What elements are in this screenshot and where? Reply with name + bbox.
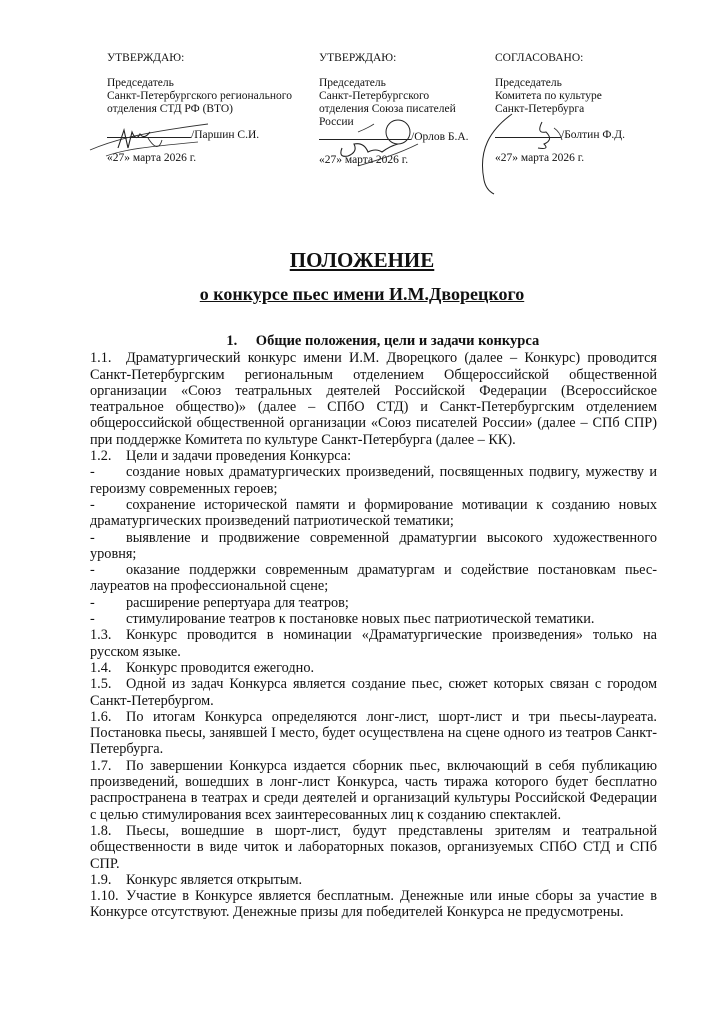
approval-line: Санкт-Петербургского регионального (107, 90, 292, 102)
approval-line: Председатель (319, 77, 386, 89)
approval-date: «27» марта 2026 г. (319, 154, 409, 166)
bullet-item (90, 530, 657, 563)
signer-name: /Орлов Б.А. (411, 131, 469, 143)
paragraph-number: 1.5. (90, 676, 112, 693)
approval-block-spr (319, 52, 469, 167)
paragraph-number: 1.9. (90, 871, 112, 888)
approval-line: отделения СТД РФ (ВТО) (107, 103, 233, 115)
paragraph-number: 1.2. (90, 448, 112, 465)
paragraph-text: По итогам Конкурса определяются лонг-лист, шорт-лист и три пьесы-лауреата. Постановка пьесы, занявшей I место, будет осуществлена на сцене одного из театров Санкт-Петербурга. (90, 708, 657, 758)
paragraph-text: По завершении Конкурса издается сборник пьес, включающий в себя публикацию произведений, вошедших в лонг-лист Конкурса, часть тиража которого будет бесплатно распространена в театрах и среди деятелей и организаций культуры Российской Федерации с целью стимулирования всех заинтересованных лиц к созданию спектаклей. (90, 757, 657, 823)
signer-name: /Паршин С.И. (191, 129, 260, 141)
paragraph-number: 1.3. (90, 627, 112, 644)
approval-line: Санкт-Петербурга (495, 103, 585, 115)
bullet-dash: - (90, 611, 95, 628)
paragraph-number: 1.8. (90, 822, 112, 839)
bullet-item (90, 611, 657, 627)
paragraph-1-9 (90, 872, 657, 888)
signature-blank (495, 126, 561, 138)
paragraph-1-1 (90, 350, 657, 448)
paragraph-1-2 (90, 448, 657, 464)
approval-heading: УТВЕРЖДАЮ: (319, 52, 397, 64)
paragraph-text: Драматургический конкурс имени И.М. Дворецкого (далее – Конкурс) проводится Санкт-Петербургским региональным отделением Общероссийской общественной организации «Союз театральных деятелей Российской Федерации (Всероссийское театральное общество)» (далее – СПбО СТД) и Санкт-Петербургским отделением общероссийской общественной организации «Союз писателей России» (далее – СПб СПР) при поддержке Комитета по культуре Санкт-Петербурга (далее – КК). (90, 350, 657, 448)
paragraph-text: Одной из задач Конкурса является создание пьес, сюжет которых связан с городом Санкт-Петербургом. (90, 676, 657, 709)
paragraph-text: Пьесы, вошедшие в шорт-лист, будут представлены зрителям и театральной общественности в виде читок и лабораторных показов, организуемых СПбО СТД и СПб СПР. (90, 822, 657, 872)
bullet-text: сохранение исторической памяти и формирование мотивации к созданию новых драматургических произведений патриотической тематики; (90, 496, 657, 530)
approval-date: «27» марта 2026 г. (107, 152, 197, 164)
bullet-text: создание новых драматургических произведений, посвященных подвигу, мужеству и героизму современных героев; (90, 464, 657, 497)
approval-heading: СОГЛАСОВАНО: (495, 52, 584, 64)
paragraph-number: 1.6. (90, 708, 112, 725)
paragraph-1-3 (90, 627, 657, 660)
paragraph-text: Конкурс проводится ежегодно. (126, 659, 315, 676)
document-body (90, 333, 657, 921)
paragraph-1-6 (90, 709, 657, 758)
paragraph-number: 1.10. (90, 888, 119, 905)
bullet-item (90, 497, 657, 530)
document-title: ПОЛОЖЕНИЕ (289, 248, 435, 272)
paragraph-text: Конкурс проводится в номинации «Драматургические произведения» только на русском языке. (90, 627, 657, 660)
paragraph-text: Конкурс является открытым. (126, 871, 303, 888)
bullet-text: расширение репертуара для театров; (126, 594, 349, 611)
approval-line: Комитета по культуре (495, 90, 602, 102)
paragraph-1-7 (90, 758, 657, 823)
bullet-dash: - (90, 529, 95, 546)
bullet-item (90, 562, 657, 595)
bullet-item (90, 595, 657, 611)
signature-blank (107, 126, 191, 138)
signature-line (107, 126, 292, 142)
section-title: Общие положения, цели и задачи конкурса (255, 333, 540, 349)
bullet-dash: - (90, 464, 95, 481)
bullet-text: выявление и продвижение современной драматургии высокого художественного уровня; (90, 529, 657, 562)
signature-line (319, 128, 469, 144)
approval-block-kk (495, 52, 625, 165)
approval-block-std (107, 52, 292, 165)
bullet-dash: - (90, 496, 95, 513)
paragraph-1-4 (90, 660, 657, 676)
paragraph-text: Участие в Конкурсе является бесплатным. Денежные или иные сборы за участие в Конкурсе отсутствуют. Денежные призы для победителей Конкурса не предусмотрены. (90, 888, 657, 921)
approval-heading: УТВЕРЖДАЮ: (107, 52, 185, 64)
approval-line: России (319, 116, 354, 128)
approval-line: Председатель (495, 77, 562, 89)
paragraph-number: 1.4. (90, 659, 112, 676)
signature-blank (319, 128, 411, 140)
paragraph-1-10 (90, 888, 657, 921)
document-subtitle: о конкурсе пьес имени И.М.Дворецкого (199, 284, 525, 304)
paragraph-1-8 (90, 823, 657, 872)
section-number: 1. (226, 333, 238, 349)
paragraph-number: 1.7. (90, 757, 112, 774)
signature-line (495, 126, 625, 142)
approval-date: «27» марта 2026 г. (495, 152, 585, 164)
bullet-text: стимулирование театров к постановке новых пьес патриотической тематики. (126, 611, 595, 628)
bullet-dash: - (90, 594, 95, 611)
paragraph-text: Цели и задачи проведения Конкурса: (126, 448, 352, 465)
paragraph-number: 1.1. (90, 350, 112, 367)
bullet-dash: - (90, 562, 95, 579)
paragraph-1-5 (90, 676, 657, 709)
bullet-item (90, 464, 657, 497)
signer-name: /Болтин Ф.Д. (561, 129, 626, 141)
section-heading (90, 333, 657, 349)
bullet-text: оказание поддержки современным драматургам и содействие постановкам пьес-лауреатов на профессиональной сцене; (90, 562, 657, 595)
approval-line: Санкт-Петербургского (319, 90, 430, 102)
approval-line: отделения Союза писателей (319, 103, 456, 115)
approval-line: Председатель (107, 77, 174, 89)
